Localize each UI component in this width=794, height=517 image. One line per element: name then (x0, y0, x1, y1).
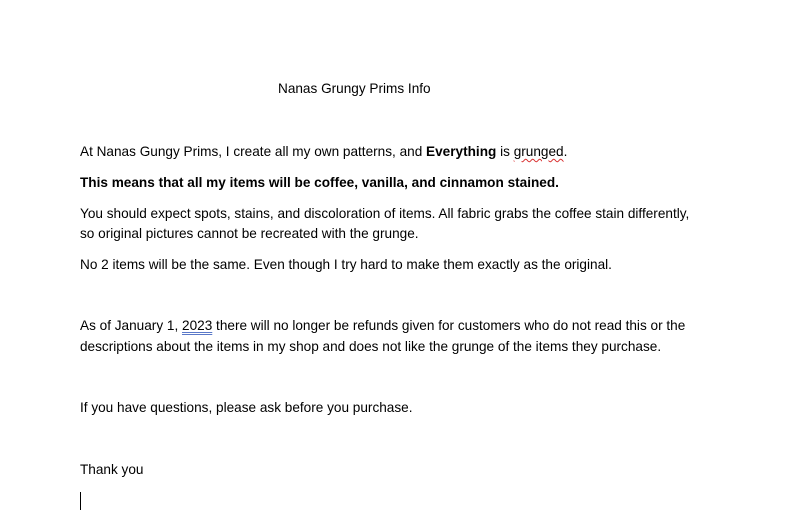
intro-middle: is (496, 144, 514, 159)
paragraph-expect-line-2: so original pictures cannot be recreated with the grunge. (80, 226, 419, 241)
text-cursor (80, 492, 81, 510)
grammar-flagged-year[interactable]: 2023 (182, 318, 213, 333)
intro-prefix: At Nanas Gungy Prims, I create all my own patterns, and (80, 144, 427, 159)
paragraph-expect-line-1: You should expect spots, stains, and discoloration of items. All fabric grabs the coffee stain differently, (80, 206, 690, 221)
paragraph-stain-notice: This means that all my items will be coffee, vanilla, and cinnamon stained. (80, 175, 559, 190)
paragraph-refund-line-1 (80, 317, 685, 335)
paragraph-refund-line-2: descriptions about the items in my shop and does not like the grunge of the items they purchase. (80, 339, 662, 354)
intro-bold-word: Everything (426, 144, 497, 159)
spellcheck-flagged-word[interactable]: grunged (513, 144, 564, 159)
refund-suffix: there will no longer be refunds given for customers who do not read this or the (212, 318, 686, 333)
paragraph-intro (80, 143, 567, 161)
intro-suffix: . (563, 144, 568, 159)
paragraph-no-two-same: No 2 items will be the same. Even though I try hard to make them exactly as the original. (80, 257, 612, 272)
paragraph-questions: If you have questions, please ask before you purchase. (80, 400, 413, 415)
paragraph-thank-you: Thank you (80, 462, 144, 477)
refund-prefix: As of January 1, (80, 318, 183, 333)
document-title: Nanas Grungy Prims Info (278, 81, 431, 96)
